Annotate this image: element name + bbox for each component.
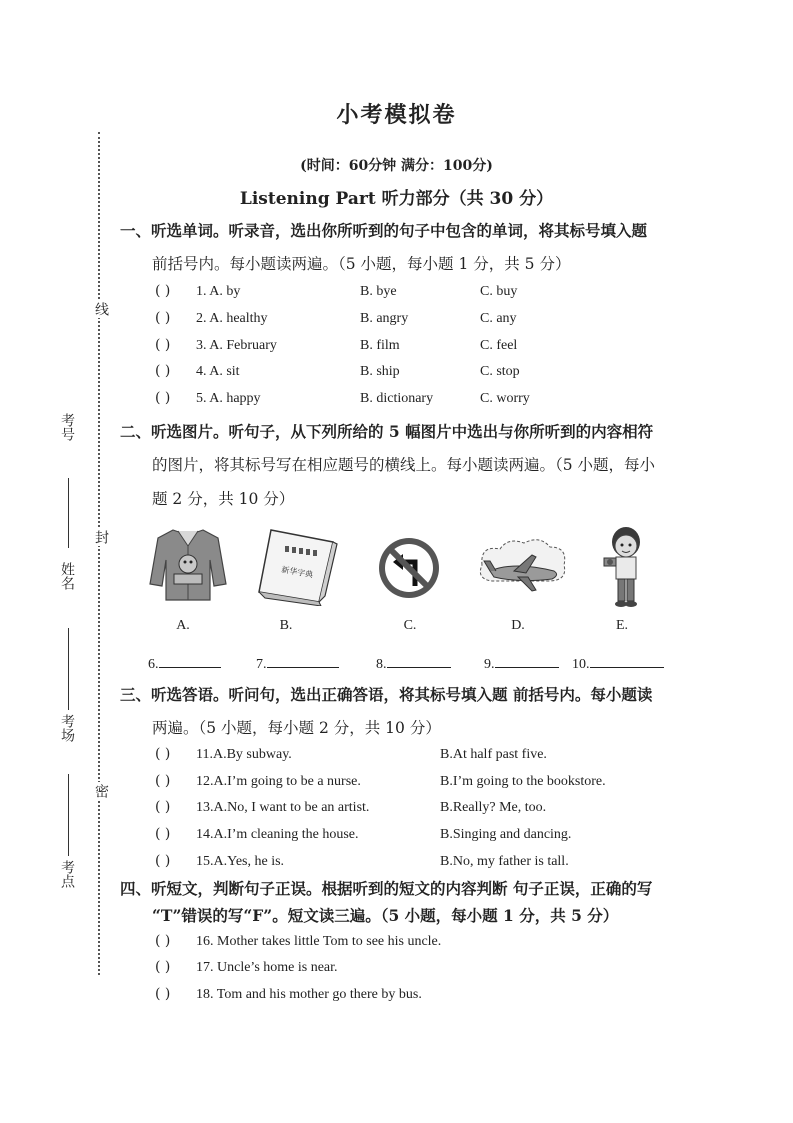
answer-blank-7[interactable] — [256, 655, 339, 673]
section3-instructions-line2: 两遍。（5 小题，每小题 2 分，共 10 分） — [152, 719, 441, 737]
section1-instructions-line2: 前括号内。每小题读两遍。（5 小题，每小题 1 分，共 5 分） — [152, 255, 571, 273]
option-a: 11.A.By subway. — [196, 747, 292, 762]
option-b: B. angry — [360, 311, 409, 326]
part-title: Listening Part 听力部分（共 30 分） — [239, 189, 554, 209]
answer-blank-10[interactable] — [572, 655, 664, 673]
statement: 18. Tom and his mother go there by bus. — [196, 987, 422, 1002]
option-c: C. buy — [480, 284, 518, 299]
page-title: 小考模拟卷 — [336, 102, 457, 128]
answer-paren[interactable]: ( ) — [155, 390, 171, 406]
binding-char-feng: 封 — [93, 530, 109, 544]
boy-with-camera-picture — [602, 524, 650, 610]
option-b: B.I’m going to the bookstore. — [440, 774, 606, 789]
question-stem: 5. A. happy — [196, 391, 261, 406]
answer-paren[interactable]: ( ) — [155, 853, 171, 869]
answer-blank-6[interactable] — [148, 655, 221, 673]
option-c: C. any — [480, 311, 517, 326]
answer-paren[interactable]: ( ) — [155, 283, 171, 299]
option-b: B.Singing and dancing. — [440, 827, 572, 842]
answer-paren[interactable]: ( ) — [155, 826, 171, 842]
answer-paren[interactable]: ( ) — [155, 933, 171, 949]
option-b: B. film — [360, 338, 400, 353]
option-b: B. dictionary — [360, 391, 434, 406]
answer-blank-8[interactable] — [376, 655, 451, 673]
answer-paren[interactable]: ( ) — [155, 337, 171, 353]
answer-paren[interactable]: ( ) — [155, 799, 171, 815]
kaohao-label: 考号 — [59, 413, 75, 441]
question-stem: 1. A. by — [196, 284, 241, 299]
section1-instructions-line1: 一、听选单词。听录音，选出你所听到的句子中包含的单词，将其标号填入题 — [120, 221, 648, 240]
kaochang-line — [68, 628, 69, 710]
option-a: 15.A.Yes, he is. — [196, 854, 285, 869]
blank-number: 10. — [572, 657, 590, 672]
option-a: 14.A.I’m cleaning the house. — [196, 827, 359, 842]
option-c: C. worry — [480, 391, 530, 406]
dictionary-picture — [255, 526, 340, 606]
option-b: B. bye — [360, 284, 397, 299]
answer-paren[interactable]: ( ) — [155, 959, 171, 975]
option-c: C. feel — [480, 338, 518, 353]
option-a: 12.A.I’m going to be a nurse. — [196, 774, 361, 789]
kaochang-label: 考场 — [59, 714, 75, 742]
section2-instructions-line1: 二、听选图片。听句子，从下列所给的 5 幅图片中选出与你所听到的内容相符 — [120, 422, 654, 441]
option-a: 13.A.No, I want to be an artist. — [196, 800, 370, 815]
jacket-picture — [148, 524, 228, 604]
answer-blank-9[interactable] — [484, 655, 559, 673]
option-b: B.No, my father is tall. — [440, 854, 569, 869]
question-stem: 4. A. sit — [196, 364, 240, 379]
question-stem: 3. A. February — [196, 338, 277, 353]
blank-number: 8. — [376, 657, 387, 672]
blank-number: 7. — [256, 657, 267, 672]
section3-instructions-line1: 三、听选答语。听问句，选出正确答语，将其标号填入题 前括号内。每小题读 — [120, 685, 653, 704]
option-b: B.Really? Me, too. — [440, 800, 547, 815]
answer-paren[interactable]: ( ) — [155, 310, 171, 326]
blank-number: 6. — [148, 657, 159, 672]
picture-label-d: D. — [511, 618, 525, 633]
answer-paren[interactable]: ( ) — [155, 746, 171, 762]
binding-char-xian: 线 — [93, 302, 109, 316]
question-stem: 2. A. healthy — [196, 311, 268, 326]
kaodian-line — [68, 774, 69, 856]
statement: 17. Uncle’s home is near. — [196, 960, 338, 975]
no-left-turn-sign-picture — [377, 536, 441, 600]
exam-time-info: (时间：60分钟 满分：100分) — [300, 158, 493, 174]
picture-label-e: E. — [615, 618, 629, 633]
dictionary-cover-text: 新华字典 — [280, 565, 314, 580]
statement: 16. Mother takes little Tom to see his uncle. — [196, 934, 442, 949]
kaodian-label: 考点 — [59, 860, 75, 888]
picture-label-b: B. — [279, 618, 293, 633]
blank-number: 9. — [484, 657, 495, 672]
answer-paren[interactable]: ( ) — [155, 773, 171, 789]
picture-label-c: C. — [403, 618, 417, 633]
section2-instructions-line2: 的图片，将其标号写在相应题号的横线上。每小题读两遍。（5 小题，每小 — [152, 456, 656, 474]
airplane-picture — [474, 535, 572, 599]
xingming-line — [68, 478, 69, 548]
section2-instructions-line3: 题 2 分，共 10 分） — [152, 490, 295, 508]
option-b: B.At half past five. — [440, 747, 547, 762]
answer-paren[interactable]: ( ) — [155, 986, 171, 1002]
picture-label-a: A. — [176, 618, 190, 633]
section4-instructions-line1: 四、听短文，判断句子正误。根据听到的短文的内容判断 句子正误，正确的写 — [120, 879, 653, 898]
option-b: B. ship — [360, 364, 400, 379]
binding-dotted-line — [98, 132, 100, 975]
answer-paren[interactable]: ( ) — [155, 363, 171, 379]
option-c: C. stop — [480, 364, 520, 379]
binding-char-mi: 密 — [93, 784, 109, 798]
section4-instructions-line2: “T”错误的写“F”。短文读三遍。（5 小题，每小题 1 分，共 5 分） — [152, 906, 619, 925]
xingming-label: 姓名 — [59, 562, 75, 590]
